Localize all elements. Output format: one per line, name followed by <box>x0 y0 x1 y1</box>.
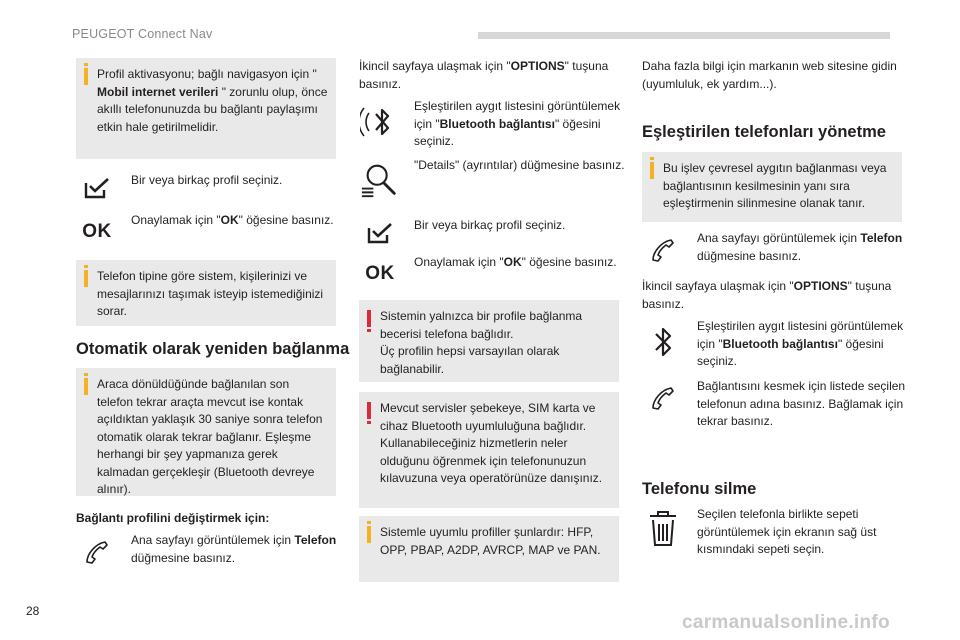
step-text: Seçilen telefonla birlikte sepeti görüntülemek için ekranın sağ üst kısmındaki sepeti seçin. <box>697 507 877 556</box>
step-text: Eşleştirilen aygıt listesini görüntülemek için "Bluetooth bağlantısı" öğesini seçiniz. <box>414 99 621 148</box>
info-flag-icon <box>84 378 88 395</box>
watermark: carmanualsonline.info <box>682 612 890 633</box>
warning-flag-icon <box>367 310 371 327</box>
header-rule <box>478 32 890 39</box>
paragraph-options-2: İkincil sayfaya ulaşmak için "OPTIONS" tuşuna basınız. <box>642 279 892 311</box>
info-note-auto-reconnect <box>76 368 336 496</box>
note-text: Bu işlev çevresel aygıtın bağlanması veya bağlantısının kesilmesinin yanı sıra eşleştirmenin silinmesine olanak tanır. <box>663 161 887 210</box>
page-number: 28 <box>26 604 40 618</box>
step-text: Onaylamak için "OK" öğesine basınız. <box>131 213 334 227</box>
section-heading-auto-reconnect: Otomatik olarak yeniden bağlanma <box>76 340 350 358</box>
step-text: Bağlantısını kesmek için listede seçilen telefonun adına basınız. Bağlamak için tekrar basınız. <box>697 379 906 428</box>
ok-text-icon: OK <box>365 263 395 285</box>
step-text: Ana sayfayı görüntülemek için Telefon düğmesine basınız. <box>697 231 903 263</box>
checkbox-tick-icon <box>360 213 400 253</box>
step-text: Bir veya birkaç profil seçiniz. <box>131 173 283 187</box>
paragraph-options: İkincil sayfaya ulaşmak için "OPTIONS" tuşuna basınız. <box>359 59 609 91</box>
bluetooth-icon <box>360 98 400 146</box>
warning-flag-icon <box>367 402 371 419</box>
step-select-profiles-2 <box>360 213 622 253</box>
step-phone-home-2 <box>643 230 905 270</box>
info-flag-icon <box>367 526 371 543</box>
step-details <box>360 157 625 201</box>
step-confirm-ok <box>77 212 337 252</box>
phone-handset-icon <box>643 230 683 270</box>
section-heading-delete-phone: Telefonu silme <box>642 480 757 498</box>
note-text: Sistemle uyumlu profiller şunlardır: HFP, OPP, PBAP, A2DP, AVRCP, MAP ve PAN. <box>380 525 601 557</box>
info-flag-icon <box>84 270 88 287</box>
step-confirm-ok-2 <box>360 254 622 294</box>
step-text: "Details" (ayrıntılar) düğmesine basınız. <box>414 158 625 172</box>
paragraph-website: Daha fazla bilgi için markanın web sitesine gidin (uyumluluk, ek yardım...). <box>642 59 897 91</box>
step-text: Ana sayfayı görüntülemek için Telefon düğmesine basınız. <box>131 533 337 565</box>
info-note-profile-activation <box>76 58 336 159</box>
step-bluetooth-list-2 <box>643 318 905 370</box>
section-heading-manage-phones: Eşleştirilen telefonları yönetme <box>642 123 886 141</box>
phone-handset-icon <box>643 378 683 418</box>
running-header: PEUGEOT Connect Nav <box>72 27 213 41</box>
warning-note-services <box>359 392 619 508</box>
step-select-profiles <box>77 168 337 208</box>
info-note-manage <box>642 152 902 222</box>
trash-bin-icon <box>643 506 683 552</box>
note-text: Araca dönüldüğünde bağlanılan son telefon tekrar araçta mevcut ise kontak açıldıktan yaklaşık 30 saniye sonra telefon otomatik olarak tekrar bağlanır. Eşleşme herhangi bir şey yapmanıza gerek kalmadan gerçekleşir (Bluetooth devreye alınır). <box>97 377 323 496</box>
ok-text-icon: OK <box>82 221 112 243</box>
info-flag-icon <box>650 162 654 179</box>
step-disconnect <box>643 378 905 432</box>
note-text: Mevcut servisler şebekeye, SIM karta ve cihaz Bluetooth uyumluluğuna bağlıdır. Kullanabileceğiniz hizmetlerin neler olduğunu öğrenmek için telefonunuzun kılavuzuna veya operatörünüze danışınız. <box>380 401 603 485</box>
note-text: Sistemin yalnızca bir profile bağlanma becerisi telefona bağlıdır. Üç profilin hepsi varsayılan olarak bağlanabilir. <box>380 309 583 376</box>
info-note-profiles <box>359 516 619 582</box>
warning-note-profile <box>359 300 619 382</box>
step-phone-home <box>77 532 337 572</box>
step-text: Bir veya birkaç profil seçiniz. <box>414 218 566 232</box>
note-text: Profil aktivasyonu; bağlı navigasyon için " Mobil internet verileri " zorunlu olup, önce akıllı telefonunuzda bu bağlantı paylaşımı etkin hale getirilmelidir. <box>97 67 328 134</box>
info-flag-icon <box>84 68 88 85</box>
phone-handset-icon <box>77 532 117 572</box>
details-magnifier-icon <box>360 157 400 203</box>
step-bluetooth-list <box>360 98 622 150</box>
step-text: Eşleştirilen aygıt listesini görüntülemek için "Bluetooth bağlantısı" öğesini seçiniz. <box>697 319 904 368</box>
note-text: Telefon tipine göre sistem, kişilerinizi ve mesajlarınızı taşımak isteyip istemediğinizi sorar. <box>97 269 324 318</box>
step-text: Onaylamak için "OK" öğesine basınız. <box>414 255 617 269</box>
subheading-change-profile: Bağlantı profilini değiştirmek için: <box>76 511 270 525</box>
checkbox-tick-icon <box>77 168 117 208</box>
bluetooth-icon <box>643 318 683 366</box>
info-note-contacts <box>76 260 336 326</box>
step-trash <box>643 506 905 560</box>
